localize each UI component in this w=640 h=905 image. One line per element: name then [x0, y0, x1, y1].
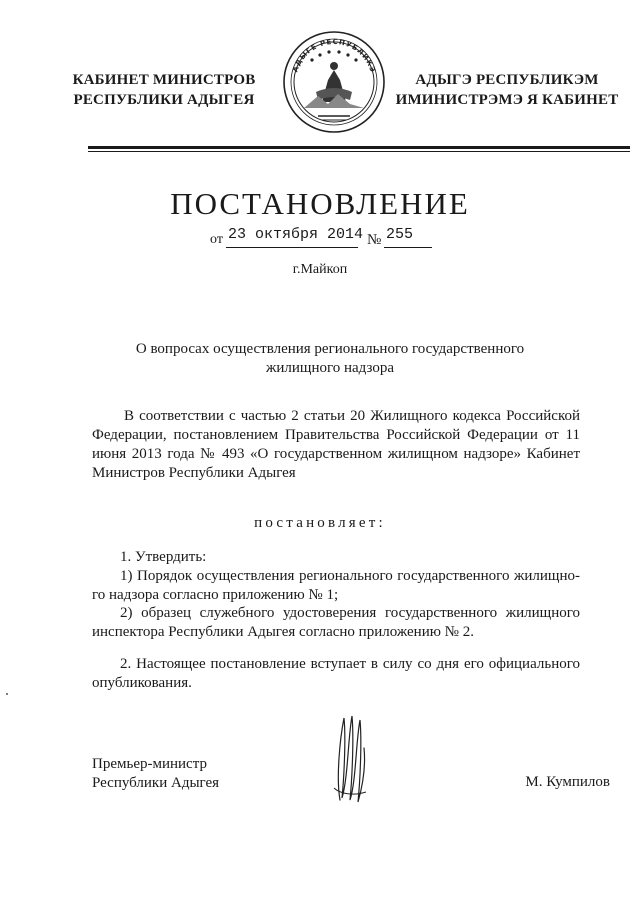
header-right-line1: АДЫГЭ РЕСПУБЛИКЭМ — [415, 72, 599, 88]
header-left-line1: КАБИНЕТ МИНИСТРОВ — [72, 72, 256, 88]
header-rule-thick — [88, 146, 630, 149]
header-left — [66, 70, 262, 110]
date-number-row — [210, 226, 460, 250]
header-right-line2: ИМИНИСТРЭМЭ Я КАБИНЕТ — [395, 92, 619, 108]
document-title: ПОСТАНОВЛЕНИЕ — [170, 186, 470, 221]
item-2: 2. Настоящее постановление вступает в силу со дня его официального опубликования. — [92, 656, 580, 691]
preamble-paragraph: В соответствии с частью 2 статьи 20 Жилищного кодекса Российской Федерации, постановлением Правительства Российской Федерации от 11 июня 2013 года № 493 «О государственном жилищном надзоре» Кабинет Министров Республики Адыгея — [92, 408, 580, 481]
signatory-position — [92, 755, 292, 793]
emblem-text: АДЫГЕ РЕСПУБЛИКЭ — [291, 37, 377, 74]
header-rule-thin — [88, 151, 630, 152]
document-subject: О вопросах осуществления регионального государственного жилищного надзора — [135, 341, 525, 376]
signatory-position-line1: Премьер-министр — [92, 756, 207, 772]
date-value: 23 октября 2014 — [228, 226, 364, 243]
date-prefix: от — [210, 232, 223, 247]
city: г.Майкоп — [292, 262, 348, 277]
scan-speck — [6, 693, 8, 695]
number-value: 255 — [386, 226, 414, 243]
header-left-line2: РЕСПУБЛИКИ АДЫГЕЯ — [73, 92, 255, 108]
item-1-sub-1: 1) Порядок осуществления регионального государственного жилищно-го надзора согласно приложению № 1; — [92, 568, 580, 603]
header-right — [392, 70, 622, 110]
handwritten-signature — [326, 708, 374, 808]
date-underline — [226, 247, 358, 248]
number-prefix: № — [367, 232, 382, 248]
signatory-name: М. Кумпилов — [525, 774, 610, 790]
number-underline — [384, 247, 432, 248]
item-1-sub-2: 2) образец служебного удостоверения государственного жилищного инспектора Республики Адыгея согласно приложению № 2. — [92, 605, 580, 640]
coat-of-arms-emblem — [282, 30, 386, 134]
item-1: 1. Утвердить: — [120, 549, 207, 565]
signatory-position-line2: Республики Адыгея — [92, 775, 220, 791]
decree-word: постановляет: — [254, 515, 386, 531]
